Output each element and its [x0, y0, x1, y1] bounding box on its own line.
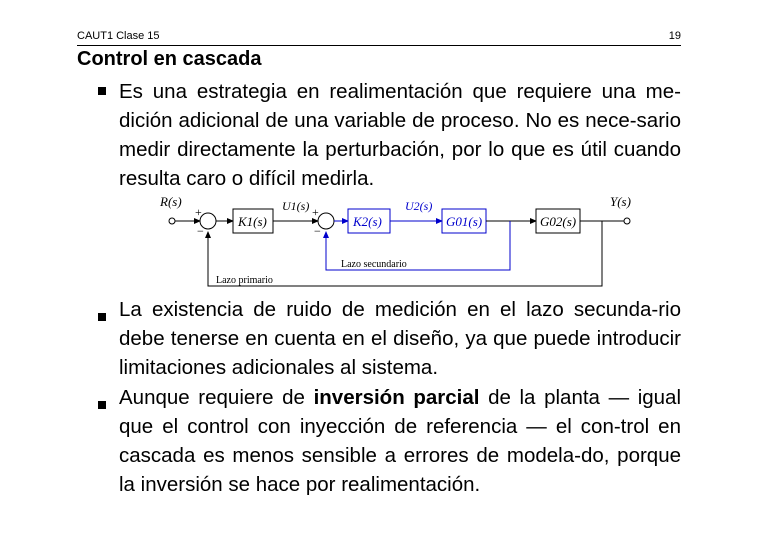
header-course: CAUT1 Clase 15	[77, 30, 160, 42]
bullet-text-1: Es una estrategia en realimentación que requiere una me-dición adicional de una variable de proceso. No es nece-sario medir directamente la perturbación, por lo que es útil cuando resulta caro o difícil medirla.	[119, 80, 681, 190]
sum1-minus: −	[197, 224, 204, 238]
bullet-text-2: La existencia de ruido de medición en el lazo secunda-rio debe tenerse en cuenta en el diseño, ya que puede introducir limitaciones adicionales al sistema.	[119, 298, 681, 379]
header-rule	[77, 45, 681, 46]
input-label: R(s)	[160, 194, 182, 209]
primary-loop-label: Lazo primario	[216, 275, 273, 286]
secondary-loop-label: Lazo secundario	[341, 259, 407, 270]
bullet-3-pre: Aunque requiere de	[119, 386, 314, 409]
u1-label: U1(s)	[282, 199, 310, 213]
bullet-marker-2	[98, 313, 106, 321]
cascade-block-diagram	[150, 188, 650, 293]
bullet-marker-1	[98, 87, 106, 95]
block-g02-label: G02(s)	[540, 214, 577, 229]
block-k1-label: K1(s)	[238, 214, 267, 229]
sum2-plus: +	[312, 205, 319, 219]
sum1-plus: +	[195, 205, 202, 219]
block-g01-label: G01(s)	[446, 214, 483, 229]
block-k2-label: K2(s)	[353, 214, 382, 229]
bullet-3-post: de la planta — igual que el control con inyección de referencia — el con-trol en cascada es menos sensible a errores de modela-do, porque la inversión se hace por realimentación.	[119, 386, 682, 496]
sum2-minus: −	[314, 224, 321, 238]
u2-label: U2(s)	[405, 199, 433, 213]
bullet-marker-3	[98, 401, 106, 409]
slide-title: Control en cascada	[77, 48, 262, 70]
bullet-text-3	[119, 383, 681, 499]
output-label: Y(s)	[610, 194, 631, 209]
header-page-number: 19	[668, 30, 681, 42]
output-terminal	[624, 218, 630, 224]
bullet-3-bold: inversión parcial	[313, 386, 480, 409]
input-terminal	[169, 218, 175, 224]
